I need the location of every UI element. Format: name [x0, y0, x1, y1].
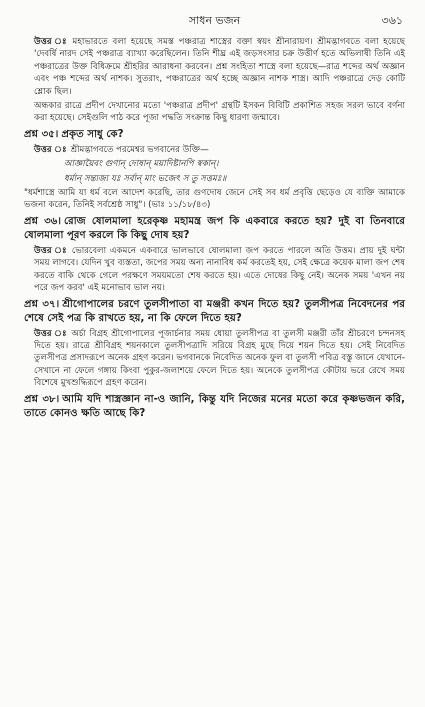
question-text: শ্রীগোপালের চরণে তুলসীপাতা বা মঞ্জরী কখন দিতে হয়? তুলসীপত্র নিবেদনের পর শেষে সেই পত্র কি রাখতে হয়, না কি ফেলে দিতে হয়? [24, 298, 405, 324]
page-number: ৩৬১ [381, 14, 403, 27]
question-text: আমি যদি শাস্ত্রজ্ঞান না-ও জানি, কিন্তু যদি নিজের মনের মতো করে কৃষ্ণভজন করি, তাতে কোনও ক্ষতি আছে কি? [24, 393, 405, 419]
question-number: প্রশ্ন ৩৬। [24, 215, 61, 227]
answer-label: উত্তর ঃ [34, 328, 68, 339]
answer-text: অর্চা বিগ্রহ শ্রীগোপালের পূজার্চনার সময় ধোয়া তুলসীপত্র বা তুলসী মঞ্জরী তাঁর শ্রীচরণে চন্দনসহ দিতে হয়। রাত্রে শ্রীবিগ্রহ শয়নকালে তুলসীপত্রাদি সরিয়ে বিগ্রহ মুছে দিয়ে শয়ন দিতে হয়। সেই নিবেদিত তুলসীপত্র প্রসাদরূপে অনেক গ্রহণ করেন। ভগবানকে নিবেদিত অনেক ফুল বা তুলসী পবিত্র বস্তু জানে যেখানে-সেখানে না ফেলে গঙ্গায় কিংবা পুকুর-জলাশয়ে ফেলে দিতে হয়। অনেকে তুলসীপত্র কৌটায় ভরে রেখে সময় বিশেষে মুখশুদ্ধিরূপে গ্রহণ করেন। [34, 328, 406, 389]
translation-text: "ধর্মশাস্ত্রে আমি যা ধর্ম বলে আদেশ করেছি, তার গুণদোষ জেনে সেই সব ধর্ম প্রবৃত্তি ছেড়েও যে ব্যক্তি আমাকে ভজনা করেন, তিনিই সর্বশ্রেষ্ঠ সাধু"। [24, 188, 405, 211]
answer-text: ভোরবেলা একমনে একবারে ভালভাবে ষোলমালা জপ করতে পারলে অতি উত্তম। প্রায় দুই ঘন্টা সময় লাগবে। যেদিন খুব ব্যস্ততা, জপের সময় অন্য নানাবিধ কর্ম করতেই হয়, সেই ক্ষেত্রে কয়েক মালা জপ শেষ করতে বাকি থেকে গেলে পরক্ষণে সময়মতো শেষ করতে হয়। এতে দোষের কিছু নেই। অনেক সময় 'এখন নয় পরে জপ করব' এই মনোভাব ভাল নয়। [34, 245, 406, 294]
answer-34-paragraph [24, 36, 405, 98]
question-number: প্রশ্ন ৩৭। [24, 298, 60, 310]
answer-text: মহাভারতে বলা হয়েছে সমস্ত পঞ্চরাত্র শাস্ত্রের বক্তা স্বয়ং শ্রীনারায়ণ। শ্রীমদ্ভাগবতে বলা হয়েছে 'দেবর্ষি নারদ সেই পঞ্চরাত্র ব্যাখ্যা করেছিলেন। তিনি শীঘ্র এই জড়সংসার চক্র উত্তীর্ণ হতে অভিলাষী তিনি এই পঞ্চরাত্রের উক্ত বিধিক্রমে শ্রীহরির আরাধনা করবেন। প্রশ্ন সংহিতা শাস্ত্রে বলা হয়েছে—রাত্র শব্দের অর্থ অজ্ঞান এবং পঞ্চ শব্দের অর্থ নাশক। সুতরাং, পঞ্চরাত্রের অর্থ হচ্ছে অজ্ঞান নাশক শাস্ত্র। আদি পঞ্চরাত্রে দেড় কোটি শ্লোক ছিল। [34, 37, 405, 97]
question-number: প্রশ্ন ৩৫। [24, 128, 59, 140]
answer-label: উত্তর ঃ [34, 245, 68, 256]
question-number: প্রশ্ন ৩৮। [24, 393, 60, 405]
answer-label: উত্তর ঃ [34, 37, 69, 47]
scripture-reference: (ভাঃ ১১/১৮/৪৩) [148, 200, 211, 211]
answer-text: শ্রীমদ্ভাগবতে পরমেশ্বর ভগবানের উক্তি— [70, 144, 209, 155]
question-text: প্রকৃত সাধু কে? [61, 128, 124, 140]
verse-line-2: ধর্মান্‌ সন্ত্যজ্য যঃ সর্বান্‌ মাং ভজেৎ স তু সত্তমঃ॥ [64, 173, 227, 184]
question-37 [24, 298, 405, 326]
answer-label: উত্তর ঃ [34, 144, 67, 155]
answer-37-paragraph [24, 328, 405, 390]
answer-36-paragraph [24, 245, 405, 295]
answer-35-intro [24, 144, 405, 156]
question-36 [24, 215, 405, 243]
question-38 [24, 393, 405, 421]
verse-line-1: আজ্ঞায়ৈবং গুণান্‌ দোষান্‌ ময়াদিষ্টানপি স্বকান্‌। [64, 159, 219, 170]
question-35 [24, 128, 405, 142]
running-head: সাধন ভজন [188, 14, 241, 27]
verse-translation [24, 187, 405, 212]
page-body [24, 36, 405, 421]
question-text: রোজ ষোলমালা হরেকৃষ্ণ মহামন্ত্র জপ কি একবারে করতে হয়? দুই বা তিনবারে ষোলমালা পূরণ করলে কি কিছু দোষ হয়? [24, 215, 405, 241]
page-header [24, 0, 405, 36]
answer-34-paragraph-2: অন্ধকার রাত্রে প্রদীপ দেখানোর মতো 'পঞ্চরাত্র প্রদীপ' গ্রন্থটি ইসকন বিবিটি প্রকাশিত সহজ সরল ভাবে বর্ণনা করা হয়েছে। সেইগুলি পাঠ করে পূজা পদ্ধতি সংক্রান্ত কিছু ধারণা জন্মাবে। [34, 101, 405, 124]
